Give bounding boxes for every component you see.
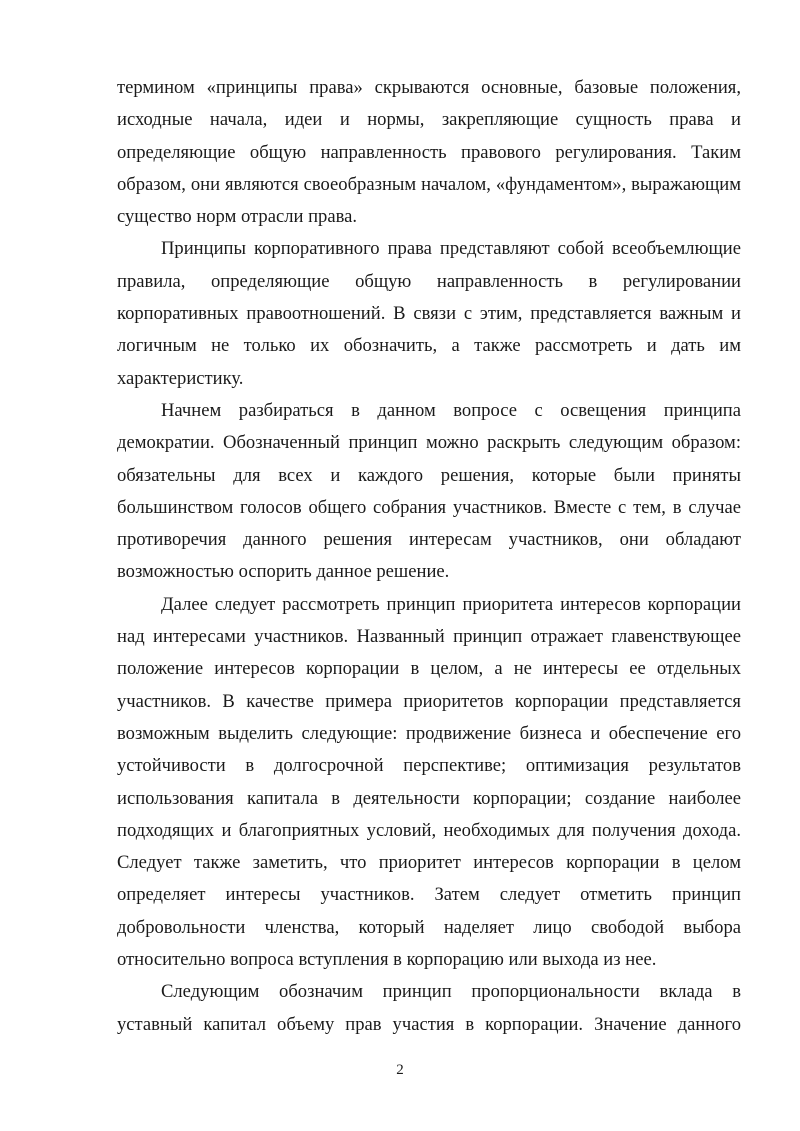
text-line: противоречия данного решения интересам участников, они обладают: [117, 529, 741, 551]
text-line: устойчивости в долгосрочной перспективе; оптимизация результатов: [117, 755, 741, 777]
text-line: существо норм отрасли права.: [117, 206, 358, 228]
text-line: правила, определяющие общую направленность в регулировании: [117, 270, 741, 292]
text-line: над интересами участников. Названный принцип отражает главенствующее: [117, 626, 741, 648]
text-line: термином «принципы права» скрываются основные, базовые положения,: [117, 77, 741, 98]
text-line: возможным выделить следующие: продвижение бизнеса и обеспечение его: [117, 722, 741, 744]
text-line: использования капитала в деятельности корпорации; создание наиболее: [117, 787, 741, 809]
text-line: подходящих и благоприятных условий, необходимых для получения дохода.: [117, 819, 741, 841]
text-line: Принципы корпоративного права представляют собой всеобъемлющие: [161, 238, 741, 260]
text-line: образом, они являются своеобразным началом, «фундаментом», выражающим: [117, 173, 741, 195]
text-line: участников. В качестве примера приоритетов корпорации представляется: [117, 690, 741, 712]
text-line: Следует также заметить, что приоритет интересов корпорации в целом: [117, 852, 741, 874]
text-line: Следующим обозначим принцип пропорциональности вклада в: [161, 981, 741, 1003]
text-line: логичным не только их обозначить, а также рассмотреть и дать им: [117, 335, 741, 357]
text-line: определяющие общую направленность правового регулирования. Таким: [117, 141, 741, 163]
text-line: характеристику.: [117, 367, 244, 389]
document-body: [117, 72, 741, 1041]
text-line: Далее следует рассмотреть принцип приоритета интересов корпорации: [161, 593, 741, 615]
text-line: положение интересов корпорации в целом, а не интересы ее отдельных: [117, 658, 741, 680]
text-line: уставный капитал объему прав участия в корпорации. Значение данного: [117, 1013, 741, 1035]
page-number: 2: [396, 1062, 404, 1078]
text-line: обязательны для всех и каждого решения, которые были приняты: [117, 464, 741, 486]
text-line: корпоративных правоотношений. В связи с этим, представляется важным и: [117, 303, 741, 325]
text-line: возможностью оспорить данное решение.: [117, 561, 450, 583]
text-line: демократии. Обозначенный принцип можно раскрыть следующим образом:: [117, 432, 741, 454]
text-line: определяет интересы участников. Затем следует отметить принцип: [117, 884, 741, 906]
text-line: исходные начала, идеи и нормы, закрепляющие сущность права и: [117, 109, 741, 131]
text-line: Начнем разбираться в данном вопросе с освещения принципа: [161, 399, 741, 421]
text-line: добровольности членства, который наделяет лицо свободой выбора: [117, 916, 741, 938]
text-line: относительно вопроса вступления в корпорацию или выхода из нее.: [117, 949, 657, 971]
text-line: большинством голосов общего собрания участников. Вместе с тем, в случае: [117, 496, 741, 518]
